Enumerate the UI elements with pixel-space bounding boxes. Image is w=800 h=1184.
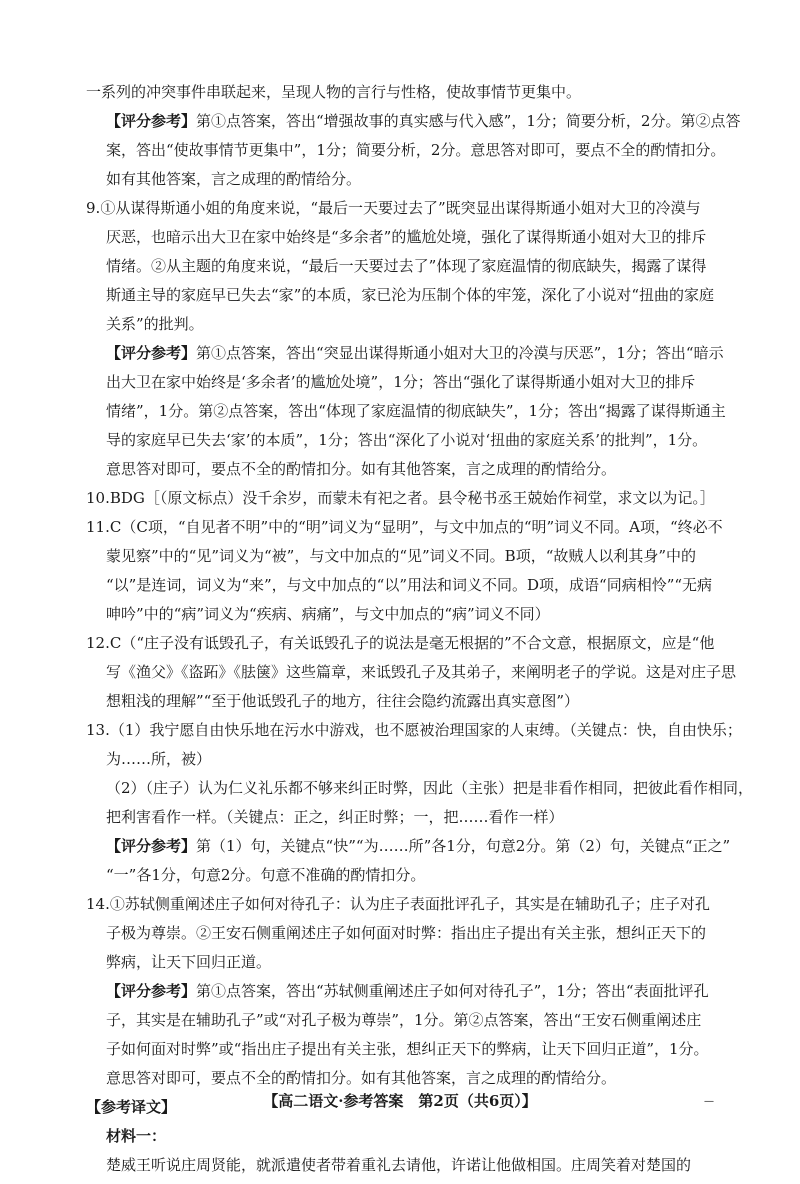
text-line bbox=[106, 662, 737, 682]
line-text: 写《渔父》《盗跖》《胠箧》这些篇章，来诋毁孔子及其弟子，来阐明老子的学说。这是对庄子思 bbox=[106, 663, 737, 681]
item-number: 9. bbox=[86, 199, 101, 217]
page-footer: 【高二语文·参考答案 第2页（共6页）】 bbox=[263, 1092, 537, 1110]
line-text: 如有其他答案，言之成理的酌情给分。 bbox=[106, 170, 362, 188]
line-text: ①苏轼侧重阐述庄子如何对待孔子：认为庄子表面批评孔子，其实是在辅助孔子；庄子对孔 bbox=[109, 895, 710, 913]
line-text: 为……所，被） bbox=[106, 750, 212, 768]
line-text: 想粗浅的理解”“至于他诋毁孔子的地方，往往会隐约流露出真实意图”） bbox=[106, 692, 580, 710]
text-line bbox=[106, 836, 731, 856]
text-line bbox=[86, 894, 726, 914]
item-number: 10. bbox=[86, 489, 110, 507]
text-line bbox=[106, 981, 726, 1001]
line-text: 弊病，让天下回归正道。 bbox=[106, 953, 272, 971]
text-line bbox=[106, 256, 726, 276]
text-line bbox=[106, 923, 726, 943]
item-number: 13. bbox=[86, 721, 110, 739]
text-line bbox=[106, 807, 726, 827]
item-number: 12. bbox=[86, 634, 110, 652]
text-line bbox=[106, 372, 726, 392]
text-line bbox=[106, 952, 726, 972]
line-text: 意思答对即可，要点不全的酌情扣分。如有其他答案，言之成理的酌情给分。 bbox=[106, 1069, 617, 1087]
line-text: C（“庄子没有诋毁孔子，有关诋毁孔子的说法是毫无根据的”不合文意，根据原文，应是“他 bbox=[109, 634, 715, 652]
text-line bbox=[106, 1155, 726, 1175]
text-line bbox=[106, 778, 754, 798]
text-line bbox=[106, 749, 726, 769]
line-text: 斯通主导的家庭早已失去“家”的本质，家已沦为压制个体的牢笼，深化了小说对“扭曲的家庭 bbox=[106, 286, 715, 304]
line-text: C（C项，“自见者不明”中的“明”词义为“显明”，与文中加点的“明”词义不同。A项，“终必不 bbox=[109, 518, 723, 536]
line-text: 子极为尊崇。②王安石侧重阐述庄子如何面对时弊：指出庄子提出有关主张，想纠正天下的 bbox=[106, 924, 707, 942]
line-text: BDG［（原文标点）没千余岁，而蒙未有祀之者。县令秘书丞王兢始作祠堂，求文以为记。］ bbox=[109, 489, 715, 507]
text-line bbox=[106, 169, 726, 189]
text-line bbox=[106, 1126, 726, 1146]
text-line bbox=[86, 720, 742, 740]
text-line bbox=[106, 1010, 726, 1030]
text-line bbox=[106, 314, 726, 334]
document-body bbox=[86, 82, 754, 1184]
text-line bbox=[106, 401, 726, 421]
text-line bbox=[106, 575, 726, 595]
text-line bbox=[106, 285, 726, 305]
line-text: 把利害看作一样。（关键点：正之，纠正时弊；一，把……看作一样） bbox=[106, 808, 564, 826]
line-text: 关系”的批判。 bbox=[106, 315, 204, 333]
line-text: 案，答出“使故事情节更集中”，1分；简要分析，2分。意思答对即可，要点不全的酌情扣分。 bbox=[106, 141, 726, 159]
line-text: 楚威王听说庄周贤能，就派遣使者带着重礼去请他，许诺让他做相国。庄周笑着对楚国的 bbox=[106, 1156, 692, 1174]
line-text: 子，其实是在辅助孔子”或“对孔子极为尊崇”，1分。第②点答案，答出“王安石侧重阐述庄 bbox=[106, 1011, 702, 1029]
line-text: 第①点答案，答出“苏轼侧重阐述庄子如何对待孔子”，1分；答出“表面批评孔 bbox=[196, 982, 709, 1000]
line-text: （1）我宁愿自由快乐地在污水中游戏，也不愿被治理国家的人束缚。（关键点：快，自由快乐； bbox=[109, 721, 742, 739]
line-text: 蒙见察”中的“见”词义为“被”，与文中加点的“见”词义不同。B项，“故贼人以利其身”中的 bbox=[106, 547, 697, 565]
line-text: 子如何面对时弊”或“指出庄子提出有关主张，想纠正天下的弊病，让天下回归正道”，1分。 bbox=[106, 1040, 709, 1058]
scoring-tag: 【评分参考】 bbox=[106, 837, 197, 855]
text-line bbox=[86, 198, 726, 218]
text-line bbox=[86, 633, 726, 653]
line-text: “一”各1分，句意2分。句意不准确的酌情扣分。 bbox=[106, 866, 426, 884]
scoring-tag: 【评分参考】 bbox=[106, 112, 197, 130]
scoring-tag: 【评分参考】 bbox=[106, 344, 197, 362]
item-number: 14. bbox=[86, 895, 110, 913]
line-text: 情绪。②从主题的角度来说，“最后一天要过去了”体现了家庭温情的彻底缺失，揭露了谋得 bbox=[106, 257, 707, 275]
line-text: 导的家庭早已失去‘家’的本质”，1分；答出“深化了小说对‘扭曲的家庭关系’的批判”，1分。 bbox=[106, 431, 708, 449]
text-line bbox=[106, 1068, 726, 1088]
text-line bbox=[86, 517, 726, 537]
text-line bbox=[106, 546, 726, 566]
item-number: 11. bbox=[86, 518, 110, 536]
line-text: 一系列的冲突事件串联起来，呈现人物的言行与性格，使故事情节更集中。 bbox=[86, 83, 582, 101]
text-line bbox=[106, 227, 726, 247]
text-line bbox=[106, 111, 741, 131]
line-text: “以”是连词，词义为“来”，与文中加点的“以”用法和词义不同。D项，成语“同病相怜”“无病 bbox=[106, 576, 713, 594]
line-text: 呻吟”中的“病”词义为“疾病、病痛”，与文中加点的“病”词义不同） bbox=[106, 605, 550, 623]
text-line bbox=[106, 343, 726, 363]
line-text: （2）（庄子）认为仁义礼乐都不够来纠正时弊，因此（主张）把是非看作相同，把彼此看作相同， bbox=[106, 779, 754, 797]
text-line bbox=[106, 691, 726, 711]
text-line bbox=[106, 140, 726, 160]
line-text: 出大卫在家中始终是‘多余者’的尴尬处境”，1分；答出“强化了谋得斯通小姐对大卫的排斥 bbox=[106, 373, 696, 391]
line-text: 情绪”，1分。第②点答案，答出“体现了家庭温情的彻底缺失”，1分；答出“揭露了谋得斯通主 bbox=[106, 402, 726, 420]
text-line bbox=[106, 865, 726, 885]
text-line bbox=[106, 459, 726, 479]
line-text: 意思答对即可，要点不全的酌情扣分。如有其他答案，言之成理的酌情给分。 bbox=[106, 460, 617, 478]
footer-mark: — bbox=[704, 1096, 714, 1107]
line-text: 第①点答案，答出“增强故事的真实感与代入感”，1分；简要分析，2分。第②点答 bbox=[196, 112, 741, 130]
line-text: ①从谋得斯通小姐的角度来说，“最后一天要过去了”既突显出谋得斯通小姐对大卫的冷漠与 bbox=[100, 199, 701, 217]
text-line bbox=[106, 604, 726, 624]
material-label: 材料一： bbox=[106, 1127, 167, 1145]
text-line bbox=[106, 430, 726, 450]
text-line bbox=[86, 82, 726, 102]
text-line bbox=[86, 488, 726, 508]
section-heading: 【参考译文】 bbox=[86, 1098, 177, 1116]
scoring-tag: 【评分参考】 bbox=[106, 982, 197, 1000]
line-text: 厌恶，也暗示出大卫在家中始终是“多余者”的尴尬处境，强化了谋得斯通小姐对大卫的排斥 bbox=[106, 228, 707, 246]
text-line bbox=[106, 1039, 726, 1059]
line-text: 第①点答案，答出“突显出谋得斯通小姐对大卫的冷漠与厌恶”，1分；答出“暗示 bbox=[196, 344, 724, 362]
line-text: 第（1）句，关键点“快”“为……所”各1分，句意2分。第（2）句，关键点“正之” bbox=[196, 837, 731, 855]
